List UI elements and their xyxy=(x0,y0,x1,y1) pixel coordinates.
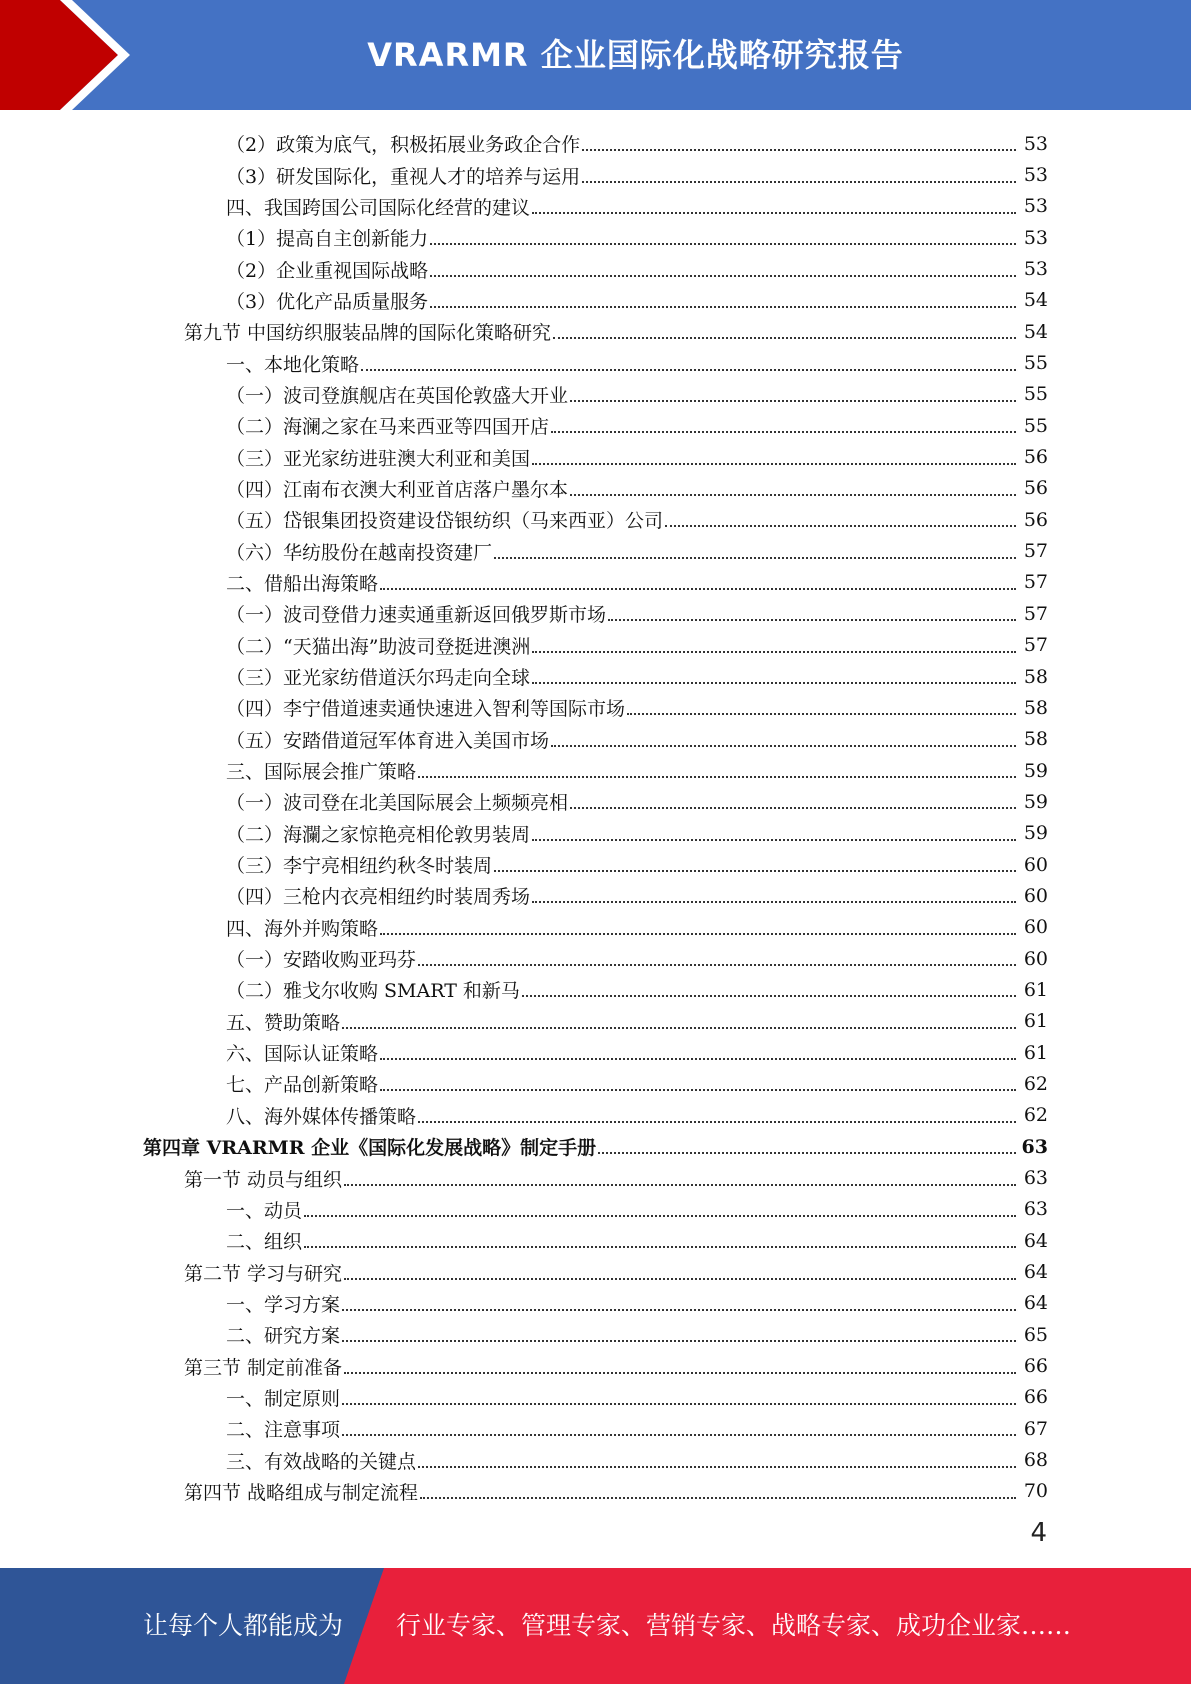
toc-entry-title: 一、学习方案 xyxy=(226,1293,341,1316)
toc-entry-page: 61 xyxy=(1023,1041,1048,1064)
toc-dot-leader xyxy=(627,694,1016,715)
toc-entry[interactable] xyxy=(0,1037,1191,1068)
toc-entry[interactable] xyxy=(0,191,1191,222)
toc-entry-title: 二、研究方案 xyxy=(226,1325,341,1348)
toc-dot-leader xyxy=(418,1102,1016,1123)
toc-entry[interactable] xyxy=(0,347,1191,378)
toc-dot-leader xyxy=(553,318,1016,339)
footer-slogan-left: 让每个人都能成为 xyxy=(143,1611,344,1640)
toc-entry[interactable] xyxy=(0,1131,1191,1162)
toc-entry-page: 54 xyxy=(1023,289,1048,312)
toc-entry-page: 59 xyxy=(1023,759,1048,782)
toc-dot-leader xyxy=(608,600,1016,621)
toc-entry[interactable] xyxy=(0,1350,1191,1381)
toc-entry[interactable] xyxy=(0,912,1191,943)
toc-dot-leader xyxy=(361,350,1016,371)
toc-entry-page: 53 xyxy=(1023,226,1048,249)
toc-entry[interactable] xyxy=(0,159,1191,190)
toc-entry-title: 三、有效战略的关键点 xyxy=(226,1450,417,1473)
toc-entry[interactable] xyxy=(0,253,1191,284)
toc-entry-title: （3）研发国际化，重视人才的培养与运用 xyxy=(226,165,581,188)
toc-entry-title: （一）波司登在北美国际展会上频频亮相 xyxy=(226,792,569,815)
toc-entry-title: 第一节 动员与组织 xyxy=(184,1168,343,1191)
toc-dot-leader xyxy=(380,1039,1016,1060)
toc-entry-page: 55 xyxy=(1023,383,1048,406)
toc-entry-page: 62 xyxy=(1023,1072,1048,1095)
toc-entry-title: （二）雅戈尔收购 SMART 和新马 xyxy=(226,980,520,1003)
page-number: 4 xyxy=(1030,1518,1047,1548)
toc-dot-leader xyxy=(532,193,1016,214)
toc-dot-leader xyxy=(342,1384,1016,1405)
toc-entry-page: 57 xyxy=(1023,634,1048,657)
toc-entry[interactable] xyxy=(0,943,1191,974)
toc-entry-page: 53 xyxy=(1023,164,1048,187)
toc-entry-title: 五、赞助策略 xyxy=(226,1011,341,1034)
toc-entry-title: 第九节 中国纺织服装品牌的国际化策略研究 xyxy=(184,322,552,345)
toc-entry-page: 60 xyxy=(1023,916,1048,939)
toc-entry-title: （一）波司登借力速卖通重新返回俄罗斯市场 xyxy=(226,604,607,627)
toc-dot-leader xyxy=(522,976,1016,997)
toc-entry-page: 58 xyxy=(1023,665,1048,688)
toc-dot-leader xyxy=(430,287,1016,308)
toc-entry-page: 61 xyxy=(1023,978,1048,1001)
toc-entry-page: 58 xyxy=(1023,728,1048,751)
toc-entry-page: 63 xyxy=(1021,1135,1048,1158)
table-of-contents xyxy=(0,128,1191,1507)
toc-entry-title: （四）江南布衣澳大利亚首店落户墨尔本 xyxy=(226,478,569,501)
toc-dot-leader xyxy=(418,757,1016,778)
toc-dot-leader xyxy=(344,1259,1016,1280)
toc-entry[interactable] xyxy=(0,1444,1191,1475)
toc-entry-page: 55 xyxy=(1023,352,1048,375)
toc-entry[interactable] xyxy=(0,128,1191,159)
toc-entry-title: （一）安踏收购亚玛芬 xyxy=(226,949,417,972)
toc-entry[interactable] xyxy=(0,849,1191,880)
toc-entry-page: 68 xyxy=(1023,1449,1048,1472)
toc-entry-title: 第四节 战略组成与制定流程 xyxy=(184,1481,419,1504)
toc-dot-leader xyxy=(430,224,1016,245)
toc-entry-title: 三、国际展会推广策略 xyxy=(226,761,417,784)
toc-entry-page: 56 xyxy=(1023,446,1048,469)
toc-entry-page: 57 xyxy=(1023,540,1048,563)
toc-entry-title: （一）波司登旗舰店在英国伦敦盛大开业 xyxy=(226,384,569,407)
toc-entry[interactable] xyxy=(0,1256,1191,1287)
toc-entry-title: （三）亚光家纺借道沃尔玛走向全球 xyxy=(226,667,531,690)
toc-entry-page: 53 xyxy=(1023,258,1048,281)
toc-entry[interactable] xyxy=(0,410,1191,441)
toc-entry-page: 61 xyxy=(1023,1010,1048,1033)
toc-dot-leader xyxy=(532,882,1016,903)
toc-dot-leader xyxy=(598,1133,1016,1154)
toc-entry-title: （三）李宁亮相纽约秋冬时装周 xyxy=(226,855,493,878)
toc-entry[interactable] xyxy=(0,598,1191,629)
toc-entry-page: 54 xyxy=(1023,320,1048,343)
toc-dot-leader xyxy=(344,1353,1016,1374)
toc-entry-page: 55 xyxy=(1023,414,1048,437)
toc-dot-leader xyxy=(380,569,1016,590)
toc-entry[interactable] xyxy=(0,692,1191,723)
toc-entry-title: 第四章 VRARMR 企业《国际化发展战略》制定手册 xyxy=(143,1137,597,1160)
toc-entry[interactable] xyxy=(0,786,1191,817)
toc-dot-leader xyxy=(570,475,1016,496)
toc-dot-leader xyxy=(665,506,1016,527)
toc-dot-leader xyxy=(582,130,1016,151)
toc-entry-title: （三）亚光家纺进驻澳大利亚和美国 xyxy=(226,447,531,470)
report-title: VRARMR 企业国际化战略研究报告 xyxy=(367,36,904,74)
toc-dot-leader xyxy=(342,1321,1016,1342)
toc-entry-page: 66 xyxy=(1023,1355,1048,1378)
toc-entry-title: （四）李宁借道速卖通快速进入智利等国际市场 xyxy=(226,698,626,721)
toc-entry-page: 60 xyxy=(1023,947,1048,970)
toc-entry-page: 64 xyxy=(1023,1229,1048,1252)
toc-dot-leader xyxy=(582,162,1016,183)
page-header xyxy=(0,0,1191,110)
toc-entry[interactable] xyxy=(0,473,1191,504)
toc-dot-leader xyxy=(304,1227,1016,1248)
toc-entry-page: 60 xyxy=(1023,884,1048,907)
toc-entry-title: （1）提高自主创新能力 xyxy=(226,228,429,251)
toc-dot-leader xyxy=(532,820,1016,841)
toc-entry-title: （四）三枪内衣亮相纽约时装周秀场 xyxy=(226,886,531,909)
toc-entry[interactable] xyxy=(0,818,1191,849)
toc-entry-title: 第三节 制定前准备 xyxy=(184,1356,343,1379)
toc-entry[interactable] xyxy=(0,630,1191,661)
toc-entry[interactable] xyxy=(0,1382,1191,1413)
toc-dot-leader xyxy=(532,444,1016,465)
toc-dot-leader xyxy=(380,914,1016,935)
toc-entry-page: 56 xyxy=(1023,477,1048,500)
toc-entry[interactable] xyxy=(0,1476,1191,1507)
toc-entry-page: 57 xyxy=(1023,571,1048,594)
toc-entry[interactable] xyxy=(0,1413,1191,1444)
toc-entry[interactable] xyxy=(0,222,1191,253)
toc-dot-leader xyxy=(418,945,1016,966)
toc-entry-page: 57 xyxy=(1023,602,1048,625)
toc-entry-page: 70 xyxy=(1023,1480,1048,1503)
toc-dot-leader xyxy=(570,381,1016,402)
toc-entry[interactable] xyxy=(0,535,1191,566)
toc-dot-leader xyxy=(532,663,1016,684)
toc-entry[interactable] xyxy=(0,755,1191,786)
toc-entry-title: 六、国际认证策略 xyxy=(226,1043,379,1066)
toc-dot-leader xyxy=(494,538,1016,559)
toc-entry[interactable] xyxy=(0,441,1191,472)
toc-entry-title: （2）政策为底气，积极拓展业务政企合作 xyxy=(226,134,581,157)
toc-entry-title: （3）优化产品质量服务 xyxy=(226,290,429,313)
toc-entry-page: 65 xyxy=(1023,1323,1048,1346)
footer-slogan-right: 行业专家、管理专家、营销专家、战略专家、成功企业家…… xyxy=(396,1611,1072,1640)
toc-entry-page: 53 xyxy=(1023,195,1048,218)
toc-dot-leader xyxy=(570,788,1016,809)
toc-entry-title: 二、借船出海策略 xyxy=(226,572,379,595)
toc-entry-title: 八、海外媒体传播策略 xyxy=(226,1105,417,1128)
toc-dot-leader xyxy=(551,412,1016,433)
toc-entry-title: 一、动员 xyxy=(226,1199,303,1222)
toc-entry-title: （六）华纺股份在越南投资建厂 xyxy=(226,541,493,564)
toc-entry[interactable] xyxy=(0,661,1191,692)
toc-dot-leader xyxy=(494,851,1016,872)
toc-entry[interactable] xyxy=(0,1068,1191,1099)
toc-entry-title: （二）“天猫出海”助波司登挺进澳洲 xyxy=(226,635,531,658)
toc-entry[interactable] xyxy=(0,1100,1191,1131)
toc-entry[interactable] xyxy=(0,724,1191,755)
page-footer xyxy=(0,1568,1191,1684)
toc-entry[interactable] xyxy=(0,974,1191,1005)
toc-entry-page: 63 xyxy=(1023,1167,1048,1190)
toc-dot-leader xyxy=(551,726,1016,747)
toc-dot-leader xyxy=(342,1290,1016,1311)
toc-entry-page: 53 xyxy=(1023,132,1048,155)
toc-entry-page: 64 xyxy=(1023,1261,1048,1284)
toc-entry[interactable] xyxy=(0,1162,1191,1193)
toc-entry[interactable] xyxy=(0,567,1191,598)
toc-entry[interactable] xyxy=(0,1319,1191,1350)
toc-entry[interactable] xyxy=(0,316,1191,347)
toc-entry-page: 59 xyxy=(1023,790,1048,813)
toc-dot-leader xyxy=(342,1415,1016,1436)
toc-entry-title: （五）安踏借道冠军体育进入美国市场 xyxy=(226,729,550,752)
toc-entry-title: 二、注意事项 xyxy=(226,1419,341,1442)
toc-entry[interactable] xyxy=(0,504,1191,535)
toc-entry[interactable] xyxy=(0,1194,1191,1225)
toc-entry-title: 七、产品创新策略 xyxy=(226,1074,379,1097)
toc-entry-title: 四、海外并购策略 xyxy=(226,917,379,940)
toc-dot-leader xyxy=(380,1070,1016,1091)
toc-entry-page: 67 xyxy=(1023,1417,1048,1440)
toc-entry-page: 59 xyxy=(1023,822,1048,845)
toc-entry[interactable] xyxy=(0,285,1191,316)
toc-entry[interactable] xyxy=(0,1006,1191,1037)
toc-entry[interactable] xyxy=(0,1225,1191,1256)
toc-entry-page: 66 xyxy=(1023,1386,1048,1409)
toc-dot-leader xyxy=(342,1008,1016,1029)
toc-entry-page: 58 xyxy=(1023,696,1048,719)
toc-entry-title: （五）岱银集团投资建设岱银纺织（马来西亚）公司 xyxy=(226,510,664,533)
toc-dot-leader xyxy=(304,1196,1016,1217)
toc-entry-title: （二）海瀾之家惊艳亮相伦敦男装周 xyxy=(226,823,531,846)
toc-dot-leader xyxy=(420,1478,1016,1499)
toc-dot-leader xyxy=(344,1165,1016,1186)
toc-entry-page: 63 xyxy=(1023,1198,1048,1221)
toc-entry[interactable] xyxy=(0,1288,1191,1319)
toc-dot-leader xyxy=(532,632,1016,653)
toc-entry[interactable] xyxy=(0,379,1191,410)
toc-entry-title: 一、制定原则 xyxy=(226,1387,341,1410)
toc-dot-leader xyxy=(430,256,1016,277)
toc-entry[interactable] xyxy=(0,880,1191,911)
toc-entry-title: （2）企业重视国际战略 xyxy=(226,259,429,282)
toc-entry-title: 二、组织 xyxy=(226,1231,303,1254)
toc-entry-title: 第二节 学习与研究 xyxy=(184,1262,343,1285)
toc-entry-page: 56 xyxy=(1023,508,1048,531)
toc-entry-page: 64 xyxy=(1023,1292,1048,1315)
toc-dot-leader xyxy=(418,1447,1016,1468)
toc-entry-page: 60 xyxy=(1023,853,1048,876)
toc-entry-page: 62 xyxy=(1023,1104,1048,1127)
toc-entry-title: （二）海澜之家在马来西亚等四国开店 xyxy=(226,416,550,439)
toc-entry-title: 四、我国跨国公司国际化经营的建议 xyxy=(226,196,531,219)
toc-entry-title: 一、本地化策略 xyxy=(226,353,360,376)
